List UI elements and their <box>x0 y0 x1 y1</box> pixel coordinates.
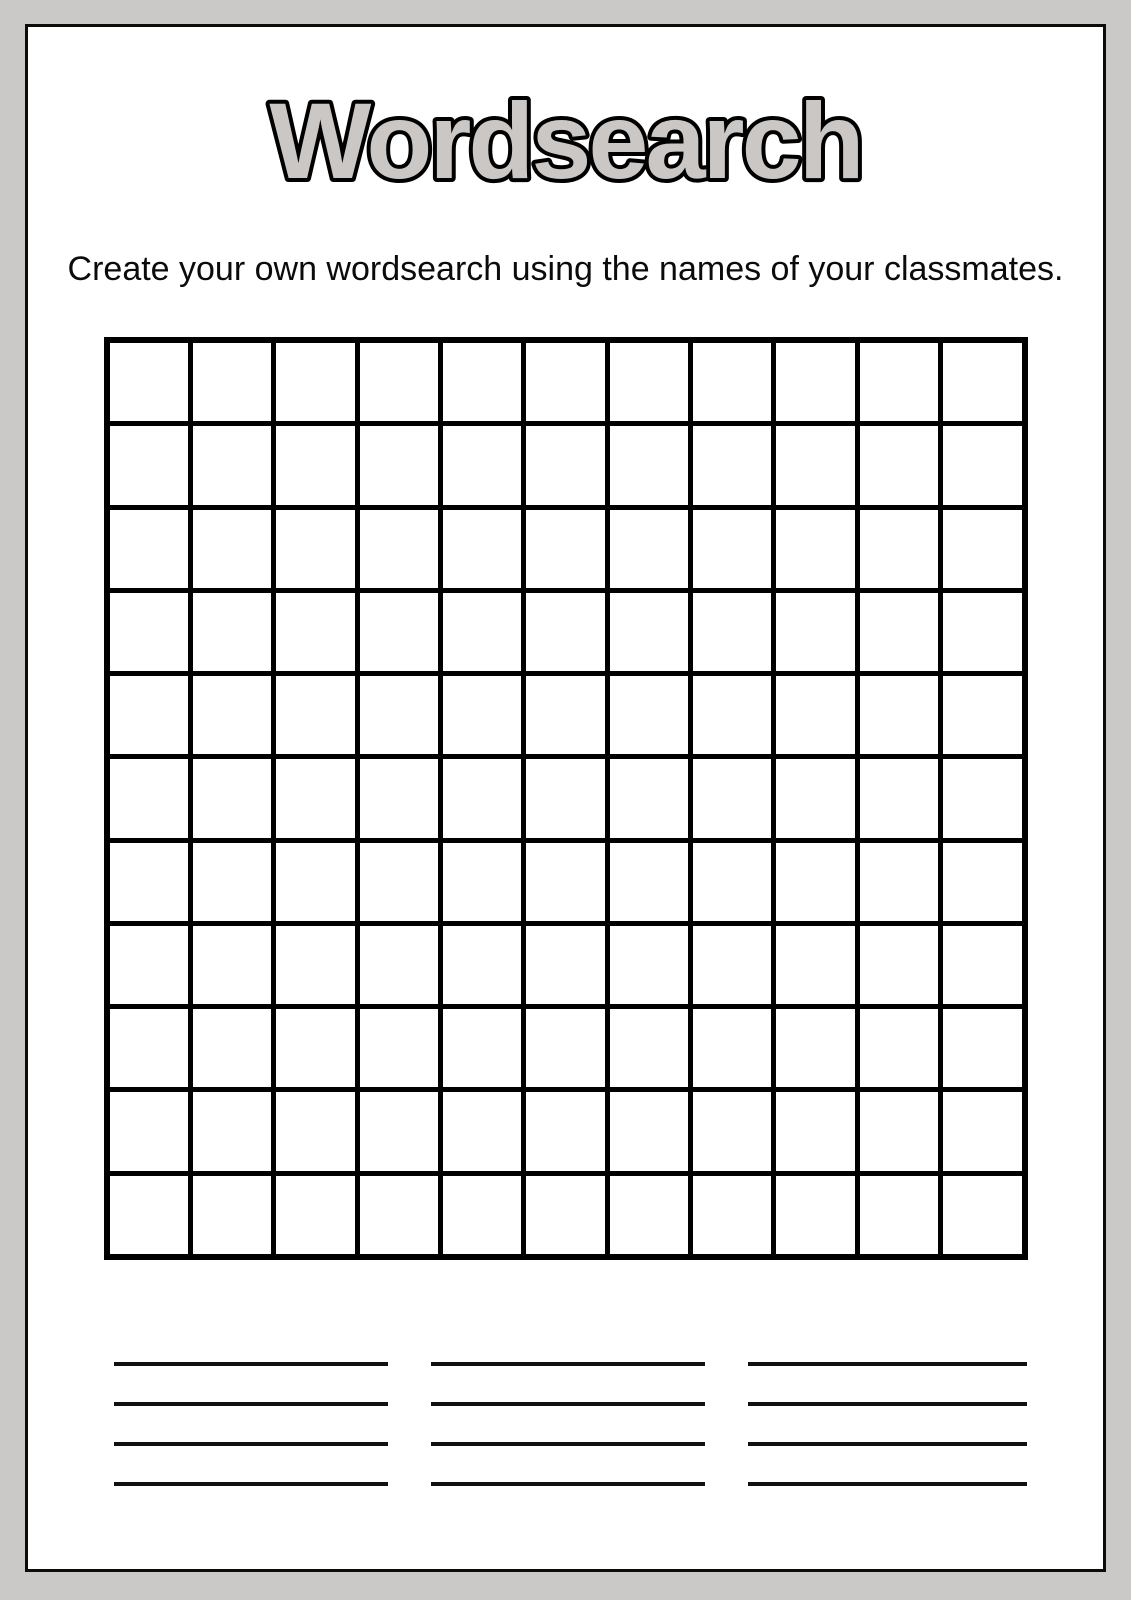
grid-cell <box>110 843 188 921</box>
grid-cell <box>276 676 354 754</box>
grid-cell <box>193 343 271 421</box>
grid-cell <box>443 759 521 837</box>
grid-cell <box>776 593 854 671</box>
grid-cell <box>110 510 188 588</box>
grid-cell <box>110 343 188 421</box>
grid-cell <box>526 1176 604 1254</box>
grid-cell <box>443 593 521 671</box>
grid-cell <box>860 676 938 754</box>
wordsearch-grid <box>104 337 1028 1260</box>
grid-cell <box>943 1009 1021 1087</box>
grid-cell <box>610 843 688 921</box>
grid-cell <box>360 510 438 588</box>
grid-cell <box>776 843 854 921</box>
grid-cell <box>610 676 688 754</box>
answer-line <box>431 1402 705 1406</box>
grid-cell <box>360 676 438 754</box>
grid-cell <box>360 926 438 1004</box>
grid-cell <box>943 343 1021 421</box>
grid-cell <box>443 843 521 921</box>
answer-line <box>114 1482 388 1486</box>
grid-cell <box>693 343 771 421</box>
grid-cell <box>276 1092 354 1170</box>
grid-cell <box>443 1009 521 1087</box>
grid-cell <box>193 510 271 588</box>
answer-line <box>748 1362 1027 1366</box>
grid-cell <box>276 593 354 671</box>
grid-cell <box>943 510 1021 588</box>
grid-cell <box>693 1092 771 1170</box>
grid-cell <box>943 593 1021 671</box>
grid-cell <box>526 1009 604 1087</box>
grid-cell <box>276 1009 354 1087</box>
grid-cell <box>110 759 188 837</box>
grid-cell <box>193 1009 271 1087</box>
grid-cell <box>193 1092 271 1170</box>
grid-cell <box>193 593 271 671</box>
instruction-text: Create your own wordsearch using the names of your classmates. <box>67 250 1064 288</box>
grid-cell <box>276 426 354 504</box>
grid-cell <box>610 759 688 837</box>
grid-cell <box>776 1092 854 1170</box>
grid-cell <box>693 926 771 1004</box>
grid-cell <box>610 510 688 588</box>
grid-cell <box>526 676 604 754</box>
grid-cell <box>693 676 771 754</box>
answer-line <box>431 1482 705 1486</box>
grid-cell <box>860 1009 938 1087</box>
grid-cell <box>360 843 438 921</box>
grid-cell <box>443 510 521 588</box>
grid-cell <box>693 593 771 671</box>
grid-cell <box>360 759 438 837</box>
answer-line <box>431 1442 705 1446</box>
grid-cell <box>526 510 604 588</box>
grid-cell <box>276 759 354 837</box>
grid-cell <box>610 1009 688 1087</box>
grid-cell <box>443 676 521 754</box>
grid-cell <box>776 510 854 588</box>
grid-cell <box>860 1176 938 1254</box>
grid-cell <box>860 759 938 837</box>
grid-cell <box>276 843 354 921</box>
grid-cell <box>443 426 521 504</box>
grid-cell <box>193 926 271 1004</box>
grid-cell <box>860 510 938 588</box>
answer-lines <box>114 1362 1027 1486</box>
grid-cell <box>610 343 688 421</box>
grid-cell <box>776 1009 854 1087</box>
grid-cell <box>610 1176 688 1254</box>
grid-cell <box>526 426 604 504</box>
grid-cell <box>693 1009 771 1087</box>
grid-cell <box>276 1176 354 1254</box>
grid-cell <box>193 426 271 504</box>
grid-cell <box>193 1176 271 1254</box>
answer-line <box>114 1362 388 1366</box>
grid-cell <box>526 926 604 1004</box>
grid-cell <box>193 759 271 837</box>
grid-cell <box>360 1009 438 1087</box>
grid-cell <box>860 593 938 671</box>
grid-cell <box>943 1092 1021 1170</box>
grid-cell <box>443 343 521 421</box>
grid-cell <box>943 426 1021 504</box>
grid-cell <box>776 1176 854 1254</box>
grid-cell <box>526 343 604 421</box>
grid-cell <box>276 510 354 588</box>
grid-cell <box>193 676 271 754</box>
grid-cell <box>276 343 354 421</box>
grid-cell <box>110 593 188 671</box>
grid-cell <box>860 426 938 504</box>
grid-cell <box>526 593 604 671</box>
grid-cell <box>110 1009 188 1087</box>
page-title <box>28 65 1103 205</box>
answer-line <box>748 1482 1027 1486</box>
grid-cell <box>360 593 438 671</box>
grid-cell <box>443 1176 521 1254</box>
grid-cell <box>360 1092 438 1170</box>
grid-cell <box>943 843 1021 921</box>
grid-cell <box>860 926 938 1004</box>
page-title-text: Wordsearch <box>269 80 862 201</box>
grid-cell <box>776 926 854 1004</box>
answer-line <box>748 1402 1027 1406</box>
grid-cell <box>860 843 938 921</box>
grid-cell <box>776 759 854 837</box>
worksheet-page <box>25 24 1106 1572</box>
grid-cell <box>860 1092 938 1170</box>
grid-cell <box>776 676 854 754</box>
grid-cell <box>276 926 354 1004</box>
grid-cell <box>610 426 688 504</box>
grid-cell <box>110 1092 188 1170</box>
grid-cell <box>693 426 771 504</box>
grid-cell <box>943 1176 1021 1254</box>
grid-cell <box>193 843 271 921</box>
grid-cell <box>943 676 1021 754</box>
grid-cell <box>526 843 604 921</box>
grid-cell <box>110 1176 188 1254</box>
grid-cell <box>360 1176 438 1254</box>
grid-cell <box>110 426 188 504</box>
grid-cell <box>610 926 688 1004</box>
grid-cell <box>776 343 854 421</box>
grid-cell <box>360 343 438 421</box>
grid-cell <box>526 759 604 837</box>
grid-cell <box>443 926 521 1004</box>
grid-cell <box>776 426 854 504</box>
grid-cell <box>610 593 688 671</box>
answer-line <box>431 1362 705 1366</box>
grid-cell <box>693 759 771 837</box>
grid-cell <box>943 759 1021 837</box>
grid-cell <box>860 343 938 421</box>
grid-cell <box>693 1176 771 1254</box>
grid-cell <box>693 510 771 588</box>
grid-cell <box>360 426 438 504</box>
answer-line <box>114 1442 388 1446</box>
grid-cell <box>110 676 188 754</box>
answer-line <box>114 1402 388 1406</box>
grid-cell <box>443 1092 521 1170</box>
answer-line <box>748 1442 1027 1446</box>
grid-cell <box>526 1092 604 1170</box>
grid-cell <box>110 926 188 1004</box>
grid-cell <box>693 843 771 921</box>
grid-cell <box>610 1092 688 1170</box>
grid-cell <box>943 926 1021 1004</box>
